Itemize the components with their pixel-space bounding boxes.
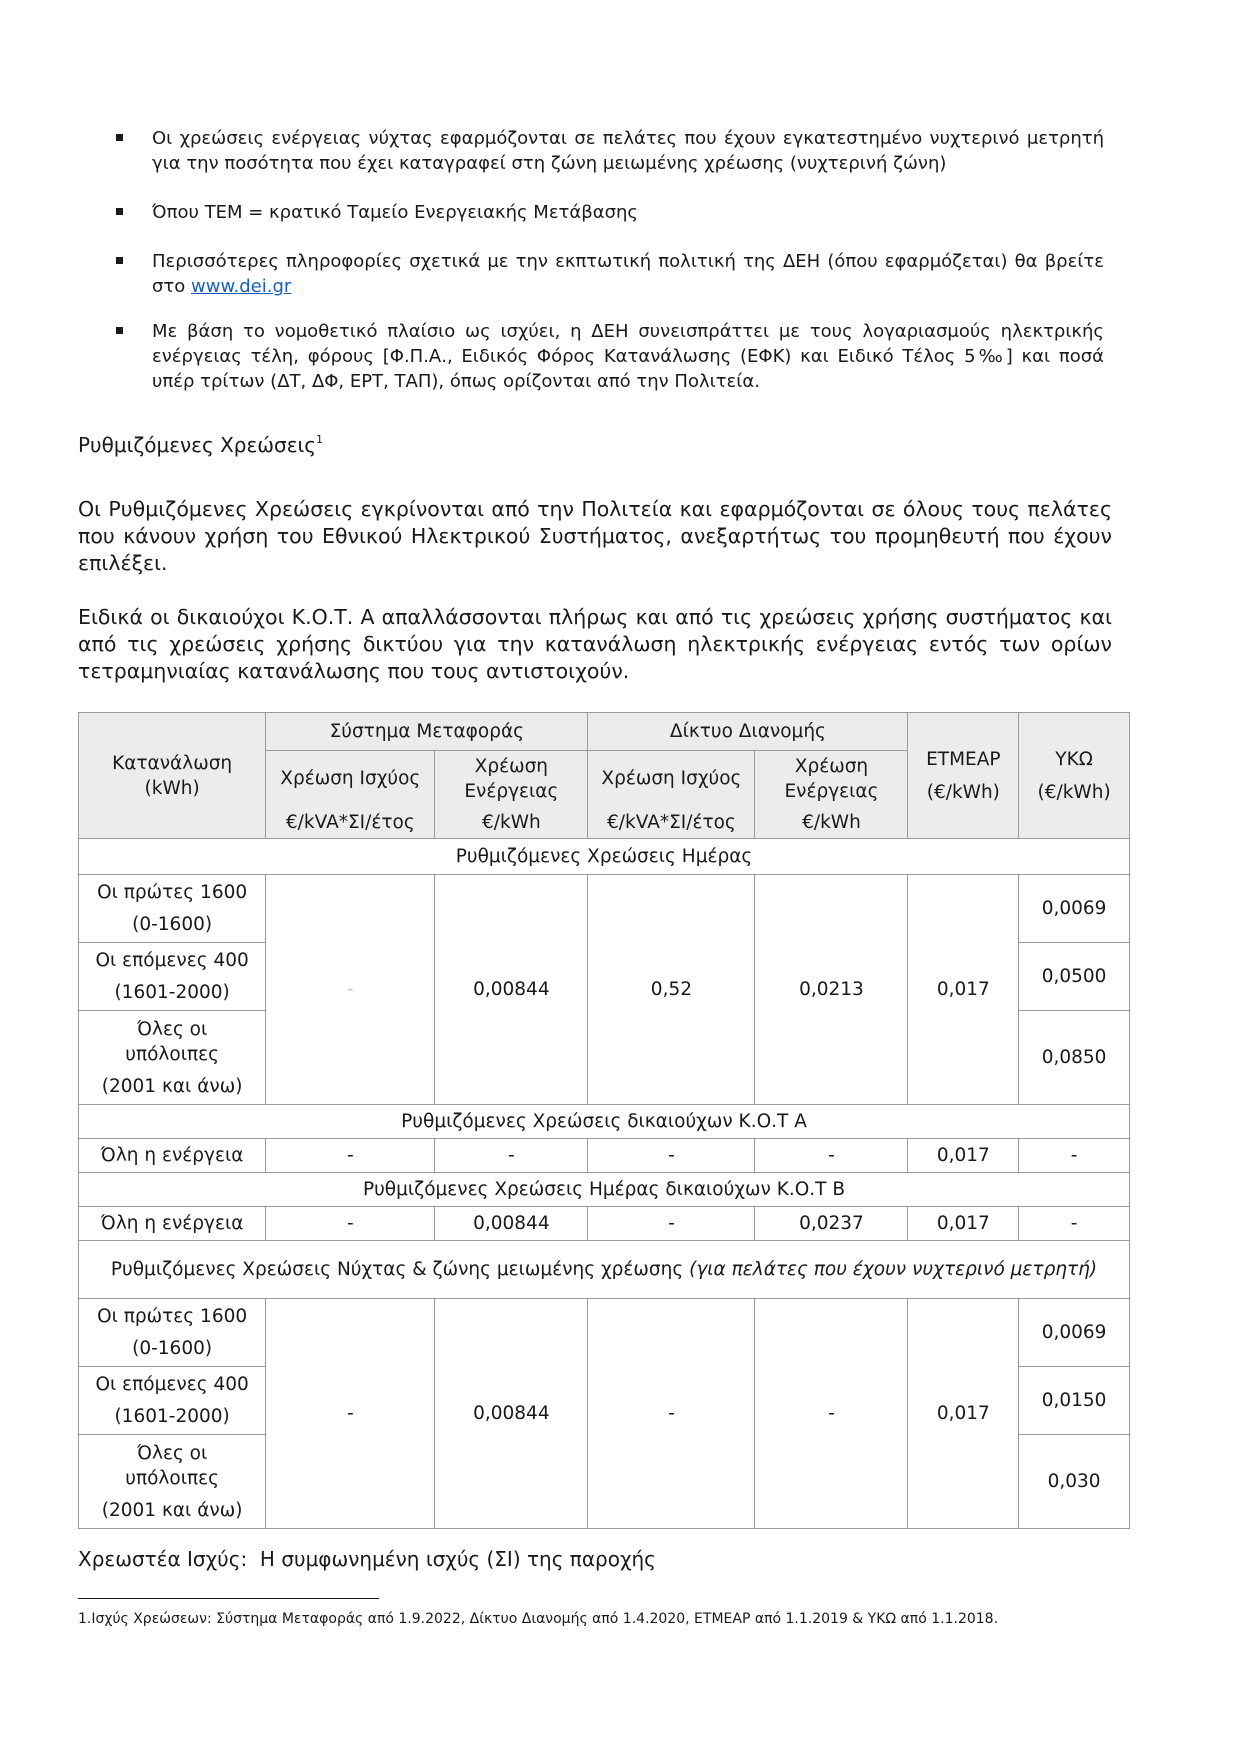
value-cell: - (266, 1299, 435, 1529)
value-cell: - (266, 1139, 435, 1173)
footnote: 1.Ισχύς Χρεώσεων: Σύστημα Μεταφοράς από 1.9.2022, Δίκτυο Διανομής από 1.4.2020, ΕΤΜΕΑΡ από 1.1.2019 & ΥΚΩ από 1.1.2018. (78, 1611, 999, 1627)
value-cell: - (755, 1299, 908, 1529)
consumption-cell: Οι πρώτες 1600 (0-1600) (79, 1299, 266, 1367)
list-item: Όπου ΤΕΜ = κρατικό Ταμείο Ενεργειακής Μετάβασης (114, 200, 1104, 225)
value-cell: 0,0850 (1019, 1011, 1130, 1105)
value-cell: 0,0500 (1019, 943, 1130, 1011)
notes-list (114, 126, 1104, 418)
value-cell: - (435, 1139, 588, 1173)
intro-paragraph: Οι Ρυθμιζόμενες Χρεώσεις εγκρίνονται από την Πολιτεία και εφαρμόζονται σε όλους τους πελάτες που κάνουν χρήση του Εθνικού Ηλεκτρικού Συστήματος, ανεξαρτήτως του προμηθευτή που έχουν επιλέξει. (78, 497, 1112, 575)
unit-cell: €/kWh (755, 807, 908, 839)
etmear-header: ΕΤΜΕΑΡ (€/kWh) (908, 713, 1019, 839)
kot-a-section-title: Ρυθμιζόμενες Χρεώσεις δικαιούχων Κ.Ο.Τ Α (79, 1105, 1130, 1139)
table-row (79, 1139, 1130, 1173)
section-heading: Ρυθμιζόμενες Χρεώσεις$^1$ (78, 433, 324, 457)
consumption-cell: Οι επόμενες 400 (1601-2000) (79, 1367, 266, 1435)
trans-energy-header: Χρέωση Ενέργειας (435, 751, 588, 807)
consumption-cell: Οι επόμενες 400 (1601-2000) (79, 943, 266, 1011)
value-cell: - (588, 1207, 755, 1241)
consumption-cell: Όλη η ενέργεια (79, 1139, 266, 1173)
value-cell: 0,017 (908, 1299, 1019, 1529)
regulated-charges-table (78, 712, 1130, 1529)
value-cell: 0,0213 (755, 875, 908, 1105)
footnote-divider (78, 1598, 379, 1599)
value-cell: 0,0069 (1019, 1299, 1130, 1367)
value-cell: 0,017 (908, 1207, 1019, 1241)
night-title-note: (για πελάτες που έχουν νυχτερινό μετρητή) (689, 1258, 1098, 1280)
value-cell: 0,030 (1019, 1435, 1130, 1529)
yko-header: ΥΚΩ (€/kWh) (1019, 713, 1130, 839)
consumption-cell: Οι πρώτες 1600 (0-1600) (79, 875, 266, 943)
day-section-title: Ρυθμιζόμενες Χρεώσεις Ημέρας (79, 839, 1130, 875)
footnote-marker: 1 (316, 433, 324, 446)
contracted-power-note: Χρεωστέα Ισχύς: Η συμφωνημένη ισχύς (ΣΙ) της παροχής (78, 1547, 656, 1571)
value-cell: 0,00844 (435, 875, 588, 1105)
value-cell: - (588, 1139, 755, 1173)
value-cell: 0,00844 (435, 1207, 588, 1241)
kot-b-section-title: Ρυθμιζόμενες Χρεώσεις Ημέρας δικαιούχων Κ.Ο.Τ Β (79, 1173, 1130, 1207)
value-cell: - (1019, 1207, 1130, 1241)
list-item: Οι χρεώσεις ενέργειας νύχτας εφαρμόζονται σε πελάτες που έχουν εγκατεστημένο νυχτερινό μετρητή για την ποσότητα που έχει καταγραφεί στη ζώνη μειωμένης χρέωσης (νυχτερινή ζώνη) (114, 126, 1104, 176)
square-bullet-icon (116, 327, 123, 334)
consumption-header: Κατανάλωση (kWh) (79, 713, 266, 839)
trans-power-header: Χρέωση Ισχύος (266, 751, 435, 807)
dei-website-link[interactable]: www.dei.gr (191, 276, 292, 297)
dist-power-header: Χρέωση Ισχύος (588, 751, 755, 807)
consumption-cell: Όλες οι υπόλοιπες (2001 και άνω) (79, 1011, 266, 1105)
list-item: Περισσότερες πληροφορίες σχετικά με την εκπτωτική πολιτική της ΔΕΗ (όπου εφαρμόζεται) θα βρείτε στο www.dei.gr (114, 249, 1104, 299)
list-item: Με βάση το νομοθετικό πλαίσιο ως ισχύει, η ΔΕΗ συνεισπράττει με τους λογαριασμούς ηλεκτρικής ενέργειας τέλη, φόρους [Φ.Π.Α., Ειδικός Φόρος Κατανάλωσης (ΕΦΚ) και Ειδικό Τέλος 5‰] και ποσά υπέρ τρίτων (ΔΤ, ΔΦ, ΕΡΤ, ΤΑΠ), όπως ορίζονται από την Πολιτεία. (114, 319, 1104, 394)
value-cell: - (266, 1207, 435, 1241)
value-cell: 0,0237 (755, 1207, 908, 1241)
value-cell: - (1019, 1139, 1130, 1173)
unit-cell: €/kVA*ΣΙ/έτος (266, 807, 435, 839)
consumption-cell: Όλες οι υπόλοιπες (2001 και άνω) (79, 1435, 266, 1529)
square-bullet-icon (116, 257, 123, 264)
value-cell: 0,0069 (1019, 875, 1130, 943)
value-cell: 0,017 (908, 1139, 1019, 1173)
night-section-title: Ρυθμιζόμενες Χρεώσεις Νύχτας & ζώνης μειωμένης χρέωσης (για πελάτες που έχουν νυχτερινό μετρητή) (79, 1241, 1130, 1299)
distribution-header: Δίκτυο Διανομής (588, 713, 908, 751)
table-row (79, 1207, 1130, 1241)
dist-energy-header: Χρέωση Ενέργειας (755, 751, 908, 807)
unit-cell: €/kVA*ΣΙ/έτος (588, 807, 755, 839)
value-cell: - (266, 875, 435, 1105)
square-bullet-icon (116, 208, 123, 215)
transmission-header: Σύστημα Μεταφοράς (266, 713, 588, 751)
unit-cell: €/kWh (435, 807, 588, 839)
square-bullet-icon (116, 134, 123, 141)
value-cell: 0,0150 (1019, 1367, 1130, 1435)
table-row (79, 875, 1130, 943)
value-cell: 0,017 (908, 875, 1019, 1105)
value-cell: 0,52 (588, 875, 755, 1105)
consumption-cell: Όλη η ενέργεια (79, 1207, 266, 1241)
value-cell: - (755, 1139, 908, 1173)
table-row (79, 1299, 1130, 1367)
kot-paragraph: Ειδικά οι δικαιούχοι Κ.Ο.Τ. Α απαλλάσσονται πλήρως και από τις χρεώσεις χρήσης συστήματος και από τις χρεώσεις χρήσης δικτύου για την κατανάλωση ηλεκτρικής ενέργειας εντός των ορίων τετραμηνιαίας κατανάλωσης που τους αντιστοιχούν. (78, 605, 1112, 683)
value-cell: - (588, 1299, 755, 1529)
value-cell: 0,00844 (435, 1299, 588, 1529)
